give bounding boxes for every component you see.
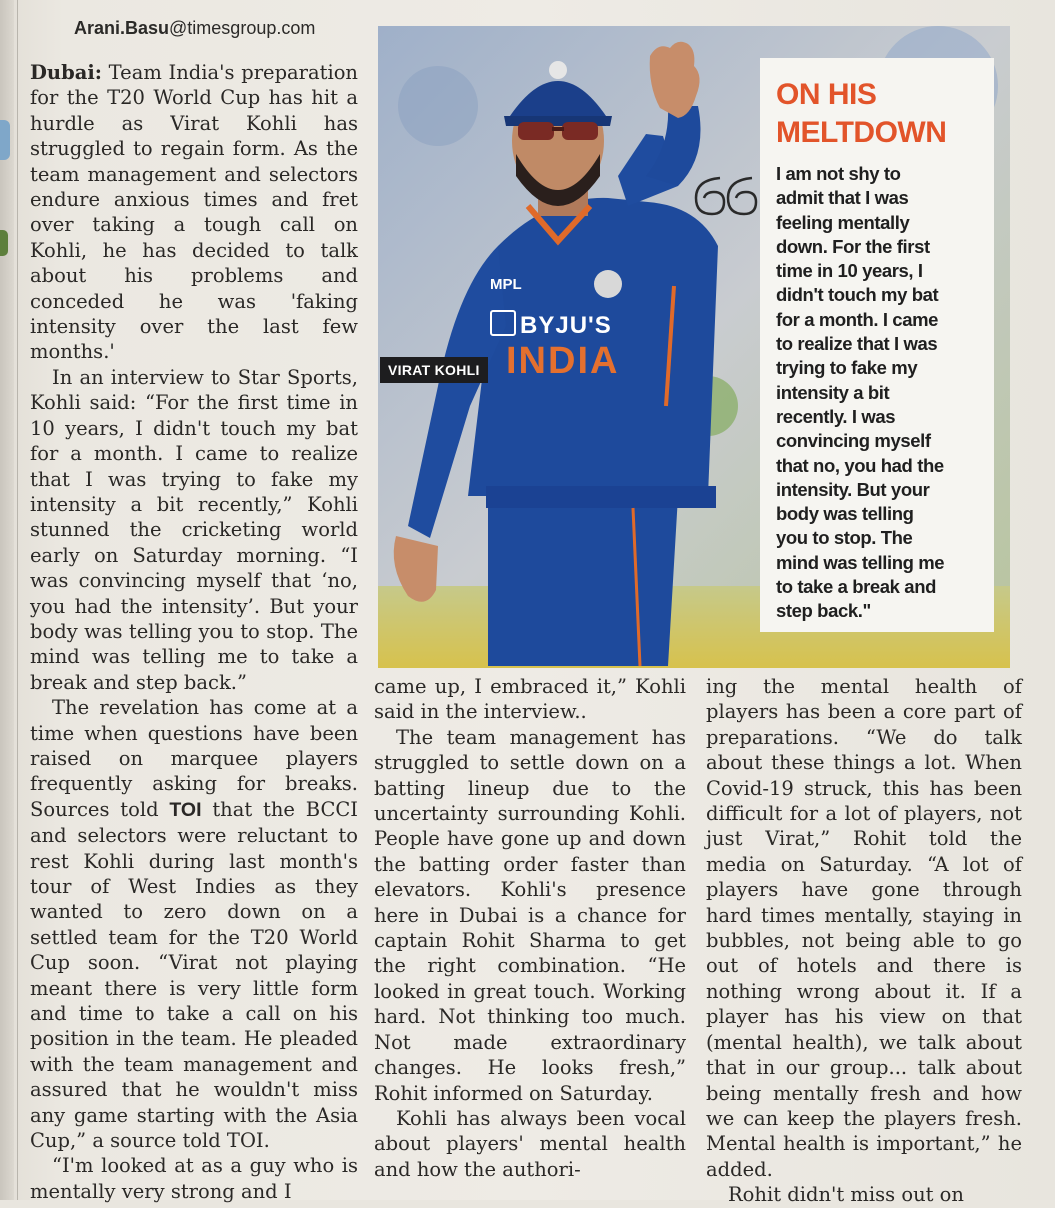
quote-line: that no, you had the	[776, 454, 944, 476]
toi-mention: TOI	[169, 798, 202, 821]
quote-line: to take a break and	[776, 576, 936, 598]
quote-line: recently. I was	[776, 405, 896, 427]
paragraph: Rohit didn't miss out on	[728, 1183, 964, 1207]
quote-line: intensity a bit	[776, 381, 890, 403]
quote-line: intensity. But your	[776, 478, 930, 500]
paragraph: Kohli has always been vocal about players' mental health and how the authori-	[374, 1106, 686, 1181]
quote-line: feeling mentally	[776, 211, 910, 233]
byline-name: Arani.Basu	[74, 18, 170, 38]
paragraph: ing the mental health of players has been a core part of preparations. “We do talk about these things a lot. When Covid-19 struck, this has been difficult for a lot of players, not just Virat,” Rohit told the media on Saturday. “A lot of players have gone through hard times mentally, staying in bubbles, not being able to go out of hotels and there is nothing wrong about it. If a player has his view on that (mental health), we talk about that in our group... talk about being mentally fresh and how we can keep the players fresh. Mental health is important,” he added.	[706, 675, 1022, 1181]
paragraph	[30, 60, 358, 365]
quote-line: admit that I was	[776, 187, 909, 209]
paragraph-text: The revelation has come at a time when questions have been raised on marquee players frequently asking for breaks. Sources told	[30, 696, 358, 821]
quote-line: convincing myself	[776, 430, 931, 452]
adjacent-page-edge	[0, 0, 14, 1200]
quote-line: time in 10 years, I	[776, 260, 923, 282]
photo-caption: VIRAT KOHLI	[380, 357, 488, 383]
quote-line: mind was telling me	[776, 551, 945, 573]
kit-logo: MPL	[490, 276, 522, 293]
column-rule	[17, 0, 18, 1200]
byline	[74, 18, 315, 39]
paragraph: In an interview to Star Sports, Kohli said: “For the first time in 10 years, I didn't touch my bat for a month. I came to realize that I was trying to fake my intensity a bit recently,” Kohli stunned the cricketing world early on Saturday morning. “I was convincing myself that ‘no, you had the intensity’. But your body was telling you to stop. The mind was telling me to take a break and step back.”	[30, 365, 358, 694]
paragraph: “I'm looked at as a guy who is mentally very strong and I	[30, 1154, 358, 1203]
dateline: Dubai:	[30, 61, 102, 84]
jersey-sponsor-text: BYJU'S	[520, 312, 612, 339]
quote-line: you to stop. The	[776, 527, 913, 549]
paragraph-text: Team India's preparation for the T20 World Cup has hit a hurdle as Virat Kohli has struggled to regain form. As the team management and selectors endure anxious times and fret over taking a tough call on Kohli, he has decided to talk about his problems and conceded he was 'faking intensity over the last few months.'	[30, 61, 358, 364]
heading-line: ON HIS	[776, 78, 877, 111]
pull-quote-heading	[776, 76, 946, 152]
quote-line: didn't touch my bat	[776, 284, 939, 306]
sponsor-logo-icon	[490, 310, 516, 336]
byline-domain: @timesgroup.com	[169, 18, 316, 38]
quote-line: trying to fake my	[776, 357, 918, 379]
article-column-1	[30, 60, 358, 1204]
article-column-3	[706, 674, 1022, 1208]
quote-line: body was telling	[776, 503, 914, 525]
paragraph	[30, 695, 358, 1153]
quote-line: down. For the first	[776, 235, 930, 257]
pull-quote-text	[776, 162, 982, 624]
paragraph: came up, I embraced it,” Kohli said in the interview..	[374, 675, 686, 724]
paragraph-text: that the BCCI and selectors were reluctant to rest Kohli during last month's tour of West Indies as they wanted to zero down on a settled team for the T20 World Cup soon. “Virat not playing meant there is very little form and time to take a call on his position in the team. He pleaded with the team management and assured that he wouldn't miss any game starting with the Asia Cup,” a source told TOI.	[30, 797, 359, 1153]
quote-line: I am not shy to	[776, 163, 901, 184]
heading-line: MELTDOWN	[776, 116, 947, 149]
adjacent-page-graphic	[0, 230, 8, 256]
quote-line: for a month. I came	[776, 308, 939, 330]
adjacent-page-graphic	[0, 120, 10, 160]
quote-line: step back."	[776, 600, 871, 622]
quote-line: to realize that I was	[776, 333, 938, 355]
paragraph: The team management has struggled to settle down on a batting lineup due to the uncertainty surrounding Kohli. People have gone up and down the batting order faster than elevators. Kohli's presence here in Dubai is a chance for captain Rohit Sharma to get the right combination. “He looked in great touch. Working hard. Not thinking too much. Not made extraordinary changes. He looks fresh,” Rohit informed on Saturday.	[374, 725, 686, 1105]
article-column-2	[374, 674, 686, 1182]
jersey-sponsor	[490, 310, 612, 340]
pull-quote-box	[760, 58, 994, 632]
quotation-mark-icon	[690, 166, 760, 220]
jersey-text: INDIA	[506, 340, 620, 382]
